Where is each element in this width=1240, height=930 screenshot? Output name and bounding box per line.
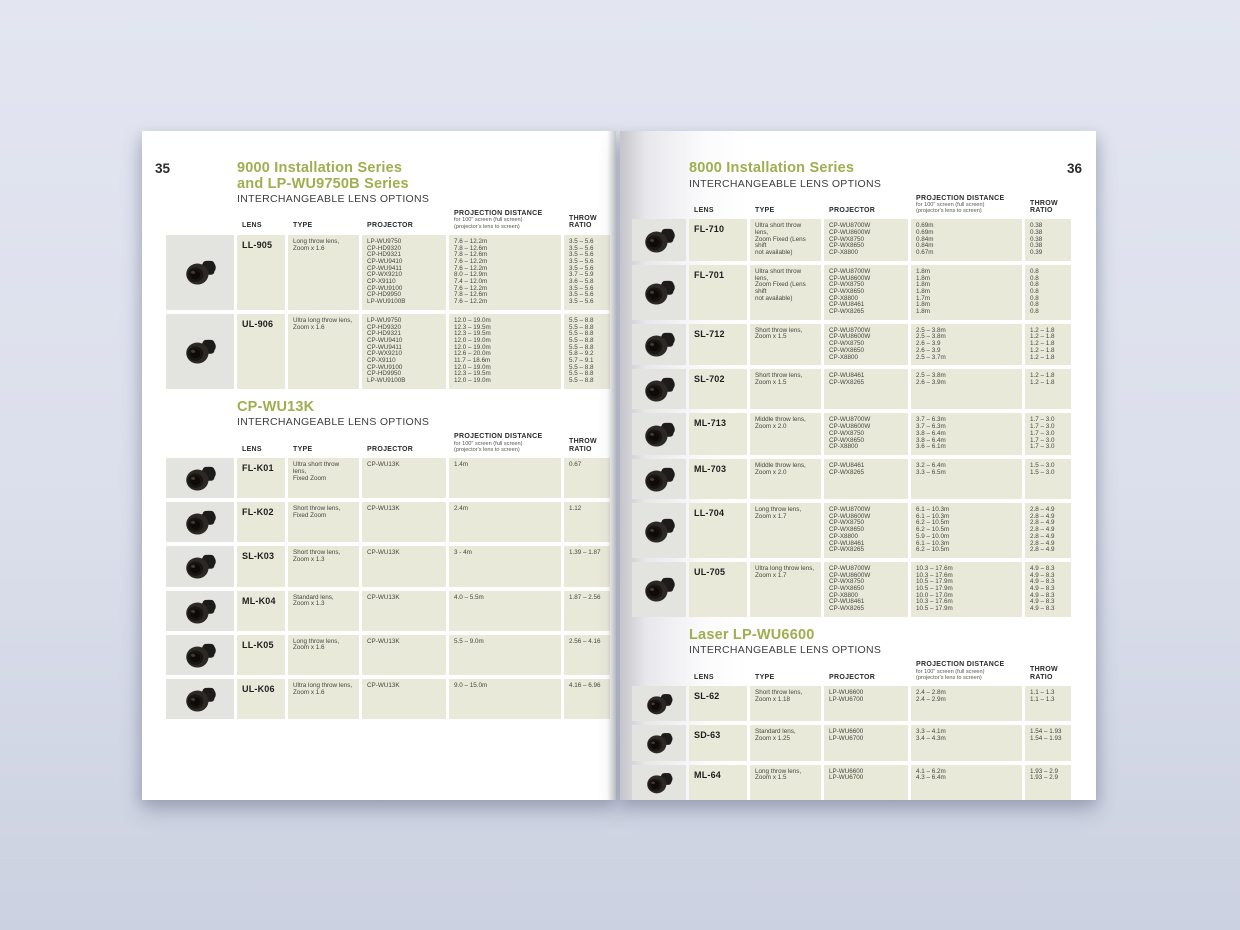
lens-type: Ultra long throw lens, Zoom x 1.6 bbox=[288, 314, 359, 389]
projection-distances: 9.0 – 15.0m bbox=[449, 679, 561, 719]
lens-name: FL-K02 bbox=[237, 502, 285, 542]
section-subtitle: INTERCHANGEABLE LENS OPTIONS bbox=[689, 644, 882, 657]
projection-distances: 10.3 – 17.6m 10.3 – 17.6m 10.5 – 17.9m 10.5 – 17.9m 10.0 – 17.0m 10.3 – 17.6m 10.5 – 17.9m bbox=[911, 562, 1022, 617]
projector-models: LP-WU6600 LP-WU6700 bbox=[824, 765, 908, 800]
throw-ratios: 1.2 – 1.8 1.2 – 1.8 bbox=[1025, 369, 1071, 409]
col-header-projection-distance: PROJECTION DISTANCE for 100" screen (full screen) (projector's lens to screen) bbox=[454, 210, 543, 230]
lens-image-icon bbox=[179, 638, 221, 672]
projector-models: CP-WU13K bbox=[362, 502, 446, 542]
lens-row-SD-63 bbox=[632, 725, 1096, 760]
throw-ratios: 1.93 – 2.9 1.93 – 2.9 bbox=[1025, 765, 1071, 800]
lens-row-UL-K06 bbox=[166, 679, 616, 719]
lens-name: SL-K03 bbox=[237, 546, 285, 586]
projection-distances: 3.2 – 6.4m 3.3 – 6.5m bbox=[911, 459, 1022, 499]
lens-type: Ultra short throw lens, Fixed Zoom bbox=[288, 458, 359, 498]
projector-models: LP-WU6600 LP-WU6700 bbox=[824, 686, 908, 721]
page-36-content bbox=[620, 131, 1096, 800]
lens-row-SL-712 bbox=[632, 324, 1096, 366]
lens-type: Long throw lens, Zoom x 1.5 bbox=[750, 765, 821, 800]
lens-photo bbox=[166, 314, 234, 389]
lens-type: Short throw lens, Zoom x 1.3 bbox=[288, 546, 359, 586]
col-header-lens: LENS bbox=[242, 222, 262, 230]
col-header-type: TYPE bbox=[293, 222, 313, 230]
lens-name: ML-K04 bbox=[237, 591, 285, 631]
throw-ratios: 2.56 – 4.16 bbox=[564, 635, 610, 675]
throw-ratios: 1.5 – 3.0 1.5 – 3.0 bbox=[1025, 459, 1071, 499]
lens-image-icon bbox=[641, 689, 677, 718]
projection-distances: 2.4m bbox=[449, 502, 561, 542]
col-header-throw-ratio: THROW RATIO bbox=[1030, 666, 1058, 681]
throw-ratios: 5.5 – 8.8 5.5 – 8.8 5.5 – 8.8 5.5 – 8.8 5.5 – 8.8 5.8 – 9.2 5.7 – 9.1 5.5 – 8.8 5.5 – 8.8 5.5 – 8.8 bbox=[564, 314, 610, 389]
section-title: CP-WU13K bbox=[237, 398, 315, 415]
throw-ratios: 2.8 – 4.9 2.8 – 4.9 2.8 – 4.9 2.8 – 4.9 2.8 – 4.9 2.8 – 4.9 2.8 – 4.9 bbox=[1025, 503, 1071, 558]
projection-distances: 4.1 – 6.2m 4.3 – 6.4m bbox=[911, 765, 1022, 800]
lens-name: SL-62 bbox=[689, 686, 747, 721]
lens-row-LL-704 bbox=[632, 503, 1096, 558]
section-subtitle: INTERCHANGEABLE LENS OPTIONS bbox=[237, 416, 430, 429]
lens-photo bbox=[166, 591, 234, 631]
projector-models: CP-WU13K bbox=[362, 546, 446, 586]
lens-type: Ultra long throw lens, Zoom x 1.6 bbox=[288, 679, 359, 719]
lens-row-ML-703 bbox=[632, 459, 1096, 499]
lens-row-LL-905 bbox=[166, 235, 616, 310]
table-header bbox=[632, 661, 1096, 681]
section-8000-series bbox=[632, 161, 1096, 617]
lens-name: SL-712 bbox=[689, 324, 747, 366]
lens-image-icon bbox=[179, 461, 221, 495]
lens-photo bbox=[632, 725, 686, 760]
projector-models: CP-WU8461 CP-WX8265 bbox=[824, 459, 908, 499]
col-header-type: TYPE bbox=[755, 206, 775, 214]
lens-image-icon bbox=[638, 223, 680, 257]
col-header-projection-distance: PROJECTION DISTANCE for 100" screen (full screen) (projector's lens to screen) bbox=[916, 194, 1005, 215]
lens-name: FL-K01 bbox=[237, 458, 285, 498]
section-title: 8000 Installation Series bbox=[689, 160, 855, 176]
throw-ratios: 0.67 bbox=[564, 458, 610, 498]
projector-models: CP-WU8700W CP-WU8600W CP-WX8750 CP-WX8650 CP-X8800 CP-WU8461 CP-WX8265 bbox=[824, 503, 908, 558]
lens-photo bbox=[632, 219, 686, 261]
projection-distances: 6.1 – 10.3m 6.1 – 10.3m 6.2 – 10.5m 6.2 – 10.5m 5.9 – 10.0m 6.1 – 10.3m 6.2 – 10.5m bbox=[911, 503, 1022, 558]
projection-distances: 2.5 – 3.8m 2.5 – 3.8m 2.6 – 3.9 2.6 – 3.9 2.5 – 3.7m bbox=[911, 324, 1022, 366]
lens-type: Short throw lens, Zoom x 1.5 bbox=[750, 324, 821, 366]
lens-photo bbox=[632, 265, 686, 320]
projector-models: CP-WU8700W CP-WU8600W CP-WX8750 CP-WX8650 CP-X8800 CP-WU8461 CP-WX8265 bbox=[824, 562, 908, 617]
projector-models: CP-WU13K bbox=[362, 458, 446, 498]
throw-ratios: 0.38 0.38 0.38 0.38 0.39 bbox=[1025, 219, 1071, 261]
lens-type: Ultra long throw lens, Zoom x 1.7 bbox=[750, 562, 821, 617]
col-header-throw-ratio: THROW RATIO bbox=[569, 438, 597, 453]
projection-distances: 1.8m 1.8m 1.8m 1.8m 1.7m 1.8m 1.8m bbox=[911, 265, 1022, 320]
page-35 bbox=[142, 131, 616, 800]
projector-models: CP-WU13K bbox=[362, 635, 446, 675]
lens-name: SD-63 bbox=[689, 725, 747, 760]
section-cp-wu13k bbox=[166, 400, 616, 719]
col-header-throw-ratio: THROW RATIO bbox=[1030, 199, 1058, 214]
throw-ratios: 4.9 – 8.3 4.9 – 8.3 4.9 – 8.3 4.9 – 8.3 4.9 – 8.3 4.9 – 8.3 4.9 – 8.3 bbox=[1025, 562, 1071, 617]
lens-image-icon bbox=[179, 255, 221, 289]
projector-models: CP-WU13K bbox=[362, 679, 446, 719]
lens-name: ML-64 bbox=[689, 765, 747, 800]
lens-name: UL-K06 bbox=[237, 679, 285, 719]
col-header-lens: LENS bbox=[694, 206, 714, 214]
col-header-lens: LENS bbox=[242, 445, 262, 453]
col-header-lens: LENS bbox=[694, 673, 714, 681]
throw-ratios: 4.16 – 6.96 bbox=[564, 679, 610, 719]
lens-photo bbox=[632, 324, 686, 366]
lens-photo bbox=[632, 686, 686, 721]
section-9000-series bbox=[166, 161, 616, 389]
col-header-type: TYPE bbox=[755, 673, 775, 681]
lens-photo bbox=[166, 546, 234, 586]
lens-row-FL-K02 bbox=[166, 502, 616, 542]
col-header-projector: PROJECTOR bbox=[829, 206, 876, 214]
lens-photo bbox=[166, 635, 234, 675]
lens-image-icon bbox=[638, 462, 680, 496]
lens-photo bbox=[632, 413, 686, 455]
projection-distances: 5.5 – 9.0m bbox=[449, 635, 561, 675]
section-title: Laser LP-WU6600 bbox=[689, 626, 815, 643]
lens-type: Middle throw lens, Zoom x 2.0 bbox=[750, 413, 821, 455]
projection-distances: 12.0 – 19.0m 12.3 – 19.5m 12.3 – 19.5m 12.0 – 19.0m 12.0 – 19.0m 12.6 – 20.0m 11.7 – 18.6m 12.0 – 19.0m 12.3 – 19.5m 12.0 – 19.0m bbox=[449, 314, 561, 389]
throw-ratios: 3.5 – 5.6 3.5 – 5.6 3.5 – 5.6 3.5 – 5.6 3.5 – 5.6 3.7 – 5.9 3.6 – 5.8 3.5 – 5.6 3.5 – 5.6 3.5 – 5.6 bbox=[564, 235, 610, 310]
lens-name: ML-703 bbox=[689, 459, 747, 499]
lens-row-LL-K05 bbox=[166, 635, 616, 675]
lens-row-UL-705 bbox=[632, 562, 1096, 617]
projector-models: LP-WU9750 CP-HD9320 CP-HD9321 CP-WU9410 CP-WU9411 CP-WX9210 CP-X9110 CP-WU9100 CP-HD9950 LP-WU9100B bbox=[362, 314, 446, 389]
table-header bbox=[632, 195, 1096, 215]
lens-row-SL-62 bbox=[632, 686, 1096, 721]
lens-row-ML-64 bbox=[632, 765, 1096, 800]
col-header-projector: PROJECTOR bbox=[829, 673, 876, 681]
lens-type: Standard lens, Zoom x 1.3 bbox=[288, 591, 359, 631]
projector-models: CP-WU13K bbox=[362, 591, 446, 631]
lens-photo bbox=[632, 503, 686, 558]
section-laser-lp-wu6600 bbox=[632, 628, 1096, 800]
projector-models: CP-WU8461 CP-WX8265 bbox=[824, 369, 908, 409]
lens-row-SL-702 bbox=[632, 369, 1096, 409]
lens-photo bbox=[632, 562, 686, 617]
lens-photo bbox=[632, 765, 686, 800]
table-header bbox=[166, 210, 616, 230]
lens-name: LL-K05 bbox=[237, 635, 285, 675]
section-title: 9000 Installation Series and LP-WU9750B Series bbox=[237, 160, 409, 192]
lens-name: UL-906 bbox=[237, 314, 285, 389]
lens-row-FL-K01 bbox=[166, 458, 616, 498]
lens-photo bbox=[632, 369, 686, 409]
projection-distances: 3.7 – 6.3m 3.7 – 6.3m 3.8 – 6.4m 3.8 – 6.4m 3.6 – 6.1m bbox=[911, 413, 1022, 455]
lens-type: Ultra short throw lens, Zoom Fixed (Lens shift not available) bbox=[750, 265, 821, 320]
lens-photo bbox=[632, 459, 686, 499]
lens-name: LL-704 bbox=[689, 503, 747, 558]
page-36 bbox=[620, 131, 1096, 800]
lens-type: Middle throw lens, Zoom x 2.0 bbox=[750, 459, 821, 499]
lens-image-icon bbox=[638, 275, 680, 309]
col-header-projector: PROJECTOR bbox=[367, 445, 414, 453]
lens-type: Long throw lens, Zoom x 1.7 bbox=[750, 503, 821, 558]
lens-type: Short throw lens, Zoom x 1.5 bbox=[750, 369, 821, 409]
projector-models: CP-WU8700W CP-WU8600W CP-WX8750 CP-WX8650 CP-X8800 bbox=[824, 324, 908, 366]
projector-models: CP-WU8700W CP-WU8600W CP-WX8750 CP-WX8650 CP-X8800 bbox=[824, 219, 908, 261]
col-header-throw-ratio: THROW RATIO bbox=[569, 215, 597, 230]
table-header bbox=[166, 433, 616, 453]
lens-image-icon bbox=[638, 327, 680, 361]
projection-distances: 7.6 – 12.2m 7.8 – 12.6m 7.8 – 12.6m 7.6 – 12.2m 7.6 – 12.2m 8.0 – 12.9m 7.4 – 12.0m 7.6 – 12.2m 7.8 – 12.6m 7.6 – 12.2m bbox=[449, 235, 561, 310]
lens-type: Ultra short throw lens, Zoom Fixed (Lens shift not available) bbox=[750, 219, 821, 261]
lens-image-icon bbox=[179, 594, 221, 628]
lens-row-UL-906 bbox=[166, 314, 616, 389]
throw-ratios: 1.12 bbox=[564, 502, 610, 542]
col-header-type: TYPE bbox=[293, 445, 313, 453]
lens-photo bbox=[166, 679, 234, 719]
projection-distances: 2.5 – 3.8m 2.6 – 3.9m bbox=[911, 369, 1022, 409]
throw-ratios: 1.87 – 2.56 bbox=[564, 591, 610, 631]
lens-image-icon bbox=[179, 505, 221, 539]
projector-models: LP-WU6600 LP-WU6700 bbox=[824, 725, 908, 760]
lens-name: ML-713 bbox=[689, 413, 747, 455]
col-header-projection-distance: PROJECTION DISTANCE for 100" screen (full screen) (projector's lens to screen) bbox=[916, 661, 1005, 681]
lens-name: FL-701 bbox=[689, 265, 747, 320]
page-number-right: 36 bbox=[1066, 161, 1082, 176]
lens-name: UL-705 bbox=[689, 562, 747, 617]
projector-models: CP-WU8700W CP-WU8600W CP-WX8750 CP-WX8650 CP-X8800 CP-WU8461 CP-WX8265 bbox=[824, 265, 908, 320]
projection-distances: 3.3 – 4.1m 3.4 – 4.3m bbox=[911, 725, 1022, 760]
projection-distances: 0.69m 0.69m 0.84m 0.84m 0.67m bbox=[911, 219, 1022, 261]
lens-name: FL-710 bbox=[689, 219, 747, 261]
lens-row-FL-701 bbox=[632, 265, 1096, 320]
col-header-projection-distance: PROJECTION DISTANCE for 100" screen (full screen) (projector's lens to screen) bbox=[454, 433, 543, 453]
lens-image-icon bbox=[638, 417, 680, 451]
projector-models: LP-WU9750 CP-HD9320 CP-HD9321 CP-WU9410 CP-WU9411 CP-WX9210 CP-X9110 CP-WU9100 CP-HD9950 LP-WU9100B bbox=[362, 235, 446, 310]
lens-type: Long throw lens, Zoom x 1.6 bbox=[288, 635, 359, 675]
throw-ratios: 0.8 0.8 0.8 0.8 0.8 0.8 0.8 bbox=[1025, 265, 1071, 320]
lens-image-icon bbox=[179, 334, 221, 368]
throw-ratios: 1.7 – 3.0 1.7 – 3.0 1.7 – 3.0 1.7 – 3.0 1.7 – 3.0 bbox=[1025, 413, 1071, 455]
throw-ratios: 1.39 – 1.87 bbox=[564, 546, 610, 586]
projection-distances: 4.0 – 5.5m bbox=[449, 591, 561, 631]
page-number-left: 35 bbox=[155, 161, 171, 176]
lens-image-icon bbox=[638, 513, 680, 547]
lens-photo bbox=[166, 458, 234, 498]
lens-name: LL-905 bbox=[237, 235, 285, 310]
lens-photo bbox=[166, 235, 234, 310]
section-subtitle: INTERCHANGEABLE LENS OPTIONS bbox=[689, 177, 882, 190]
projection-distances: 1.4m bbox=[449, 458, 561, 498]
projection-distances: 3 - 4m bbox=[449, 546, 561, 586]
lens-image-icon bbox=[638, 372, 680, 406]
lens-image-icon bbox=[179, 549, 221, 583]
lens-row-ML-K04 bbox=[166, 591, 616, 631]
projector-models: CP-WU8700W CP-WU8600W CP-WX8750 CP-WX8650 CP-X8800 bbox=[824, 413, 908, 455]
col-header-projector: PROJECTOR bbox=[367, 222, 414, 230]
throw-ratios: 1.54 – 1.93 1.54 – 1.93 bbox=[1025, 725, 1071, 760]
lens-type: Long throw lens, Zoom x 1.6 bbox=[288, 235, 359, 310]
lens-name: SL-702 bbox=[689, 369, 747, 409]
projection-distances: 2.4 – 2.8m 2.4 – 2.9m bbox=[911, 686, 1022, 721]
throw-ratios: 1.1 – 1.3 1.1 – 1.3 bbox=[1025, 686, 1071, 721]
lens-image-icon bbox=[641, 728, 677, 757]
lens-type: Short throw lens, Zoom x 1.18 bbox=[750, 686, 821, 721]
lens-type: Standard lens, Zoom x 1.25 bbox=[750, 725, 821, 760]
lens-row-SL-K03 bbox=[166, 546, 616, 586]
page-35-content bbox=[142, 131, 616, 800]
lens-row-ML-713 bbox=[632, 413, 1096, 455]
lens-image-icon bbox=[641, 768, 677, 797]
throw-ratios: 1.2 – 1.8 1.2 – 1.8 1.2 – 1.8 1.2 – 1.8 1.2 – 1.8 bbox=[1025, 324, 1071, 366]
lens-type: Short throw lens, Fixed Zoom bbox=[288, 502, 359, 542]
lens-row-FL-710 bbox=[632, 219, 1096, 261]
lens-image-icon bbox=[638, 572, 680, 606]
lens-photo bbox=[166, 502, 234, 542]
section-subtitle: INTERCHANGEABLE LENS OPTIONS bbox=[237, 193, 430, 205]
lens-image-icon bbox=[179, 682, 221, 716]
